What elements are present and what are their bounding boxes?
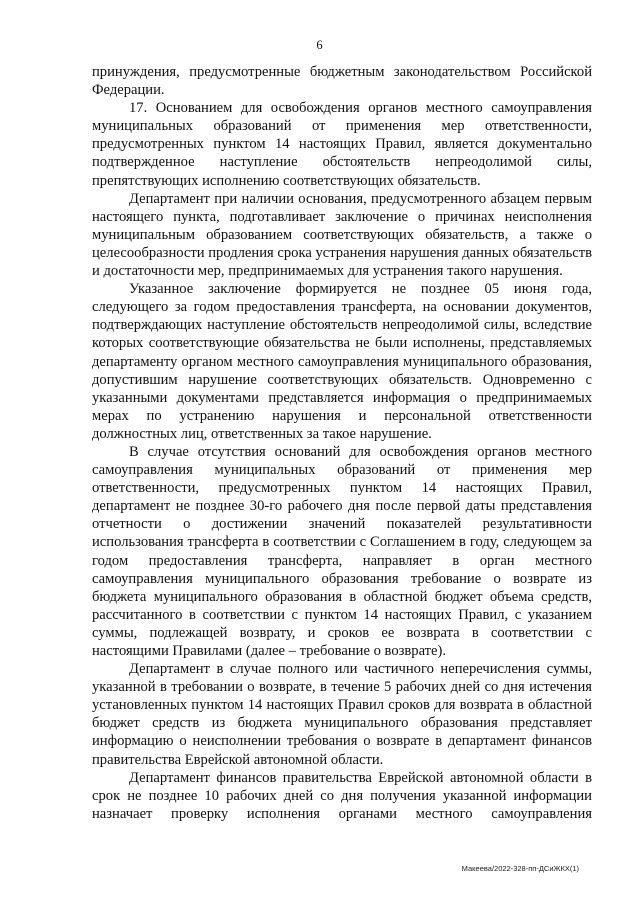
page-number: 6 (316, 38, 323, 52)
paragraph-conclusion-deadline: Указанное заключение формируется не позднее 05 июня года, следующего за годом предоставления трансферта, на основании документов, подтверждающих наступление обстоятельств непреодолимой силы, вследствие которых соответствующие обязательства не были исполнены, представляемых департаменту органом местного самоуправления муниципального образования, допустившим нарушение соответствующих обязательств. Одновременно с указанными документами представляется информация о предпринимаемых мерах по устранению нарушения и персональной ответственности должностных лиц, ответственных за такое нарушение. (92, 281, 592, 442)
paragraph-non-transfer: Департамент в случае полного или частичного неперечисления суммы, указанной в требовании о возврате, в течение 5 рабочих дней со дня истечения установленных пунктом 14 настоящих Правил сроков для возврата в областной бюджет средств из бюджета муниципального образования представляет информацию о неисполнении требования о возврате в департамент финансов правительства Еврейской автономной области. (92, 661, 592, 768)
document-footer-code: Макеева/2022-328-пп-ДСиЖКХ(1) (461, 864, 579, 873)
paragraph-department-conclusion: Департамент при наличии основания, предусмотренного абзацем первым настоящего пункта, подготавливает заключение о причинах неисполнения муниципальным образованием соответствующих обязательств, а также о целесообразности продления срока устранения нарушения данных обязательств и достаточности мер, предпринимаемых для устранения такого нарушения. (92, 190, 592, 280)
paragraph-finance-department: Департамент финансов правительства Еврейской автономной области в срок не позднее 10 рабочих дней со дня получения указанной информации назначает проверку исполнения органами местного самоуправления (92, 769, 592, 822)
paragraph-item-17: 17. Основанием для освобождения органов местного самоуправления муниципальных образований от применения мер ответственности, предусмотренных пунктом 14 настоящих Правил, является документально подтвержденное наступление обстоятельств непреодолимой силы, препятствующих исполнению соответствующих обязательств. (92, 100, 592, 189)
document-body (92, 63, 592, 823)
paragraph-continuation: принуждения, предусмотренные бюджетным законодательством Российской Федерации. (92, 64, 592, 99)
paragraph-return-demand: В случае отсутствия оснований для освобождения органов местного самоуправления муниципальных образований от применения мер ответственности, предусмотренных пунктом 14 настоящих Правил, департамент не позднее 30-го рабочего дня после первой даты представления отчетности о достижении значений показателей результативности использования трансферта в соответствии с Соглашением в году, следующем за годом предоставления трансферта, направляет в орган местного самоуправления муниципального образования требование о возврате из бюджета муниципального образования в областной бюджет объема средств, рассчитанного в соответствии с пунктом 14 настоящих Правил, с указанием суммы, подлежащей возврату, и сроков ее возврата в соответствии с настоящими Правилами (далее – требование о возврате). (92, 443, 592, 659)
